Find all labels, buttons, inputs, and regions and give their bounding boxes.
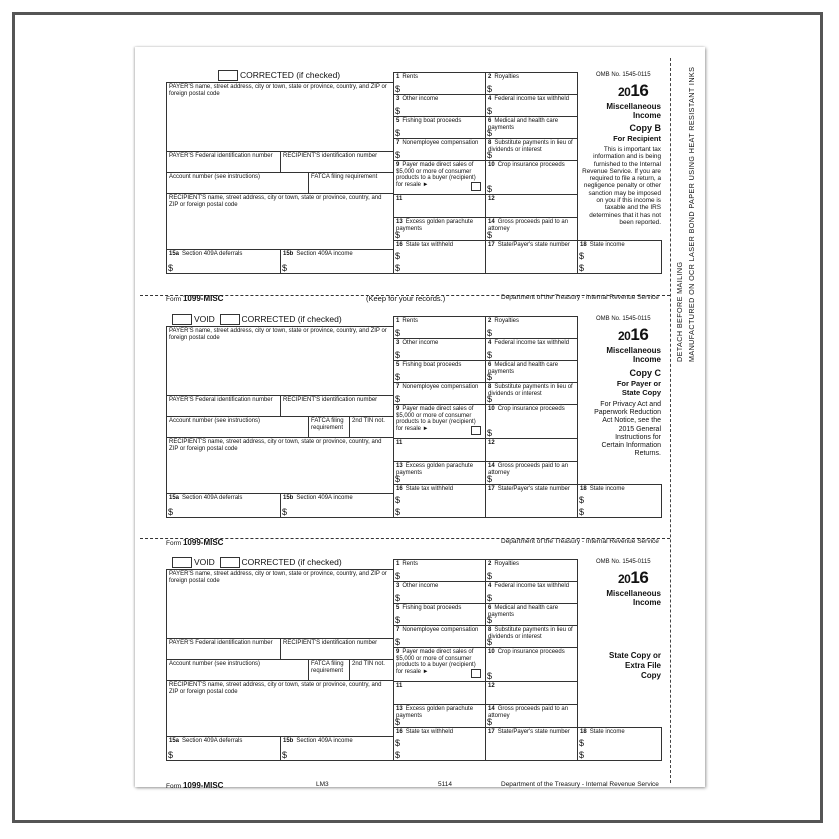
recipient-name-box[interactable]: RECIPIENT'S name, street address, city or town, state or province, country, and ZIP or foreign postal code xyxy=(166,680,394,737)
tin-box[interactable]: 2nd TIN not. xyxy=(349,659,394,681)
copy-description: For Privacy Act and Paperwork Reduction Act Notice, see the 2015 General Instructions for Certain Information Returns. xyxy=(594,401,661,458)
box-1[interactable]: 1 Rents $ xyxy=(393,559,486,582)
vertical-perforation xyxy=(670,58,671,783)
copy-subtitle: For Payer or State Copy xyxy=(616,379,661,397)
tax-year: 2016 xyxy=(618,81,649,100)
payer-name-box[interactable]: PAYER'S name, street address, city or town, state or province, country, and ZIP or foreign postal code xyxy=(166,326,394,396)
omb-number: OMB No. 1545-0115 xyxy=(596,559,651,565)
misc-title: Miscellaneous Income xyxy=(606,102,661,120)
box-16[interactable]: 16 State tax withheld $ $ xyxy=(393,727,486,761)
box-6[interactable]: 6 Medical and health care payments $ xyxy=(485,360,578,383)
box-2[interactable]: 2 Royalties $ xyxy=(485,72,578,95)
form-copy-b xyxy=(166,70,666,302)
omb-number: OMB No. 1545-0115 xyxy=(596,316,651,322)
account-box[interactable]: Account number (see instructions) xyxy=(166,416,309,438)
recipient-name-box[interactable]: RECIPIENT'S name, street address, city or town, state or province, country, and ZIP or foreign postal code xyxy=(166,437,394,494)
box-13[interactable]: 13 Excess golden parachute payments $ xyxy=(393,704,486,728)
copy-title: Copy C xyxy=(629,368,661,378)
box-1[interactable]: 1 Rents $ xyxy=(393,72,486,95)
box-11[interactable]: 11 xyxy=(393,681,486,705)
detach-text: DETACH BEFORE MAILING xyxy=(675,261,684,362)
box-17[interactable]: 17 State/Payer's state number xyxy=(485,727,578,761)
box-10[interactable]: 10 Crop insurance proceeds $ xyxy=(485,647,578,682)
box-14[interactable]: 14 Gross proceeds paid to an attorney $ xyxy=(485,217,578,241)
box-17[interactable]: 17 State/Payer's state number xyxy=(485,484,578,518)
recipient-id-box[interactable]: RECIPIENT'S identification number xyxy=(280,638,394,660)
box-14[interactable]: 14 Gross proceeds paid to an attorney $ xyxy=(485,461,578,485)
box-18[interactable]: 18 State income $ $ xyxy=(577,484,662,518)
box-9[interactable]: 9 Payer made direct sales of $5,000 or more of consumer products to a buyer (recipient) for resale ► xyxy=(393,647,486,682)
box-5[interactable]: 5 Fishing boat proceeds $ xyxy=(393,603,486,626)
box-9-checkbox[interactable] xyxy=(471,182,481,191)
box-10[interactable]: 10 Crop insurance proceeds $ xyxy=(485,160,578,195)
corrected-checkbox[interactable] xyxy=(220,557,240,568)
box-14[interactable]: 14 Gross proceeds paid to an attorney $ xyxy=(485,704,578,728)
box-12[interactable]: 12 xyxy=(485,438,578,462)
void-checkbox[interactable] xyxy=(172,557,192,568)
corrected-checkbox[interactable] xyxy=(220,314,240,325)
box-9-checkbox[interactable] xyxy=(471,669,481,678)
box-1[interactable]: 1 Rents $ xyxy=(393,316,486,339)
box-6[interactable]: 6 Medical and health care payments $ xyxy=(485,603,578,626)
box-4[interactable]: 4 Federal income tax withheld $ xyxy=(485,581,578,604)
misc-title: Miscellaneous Income xyxy=(606,589,661,607)
form-state-copy xyxy=(166,557,666,789)
dept-text: Department of the Treasury - Internal Revenue Service xyxy=(501,294,659,301)
payer-name-box[interactable]: PAYER'S name, street address, city or town, state or province, country, and ZIP or foreign postal code xyxy=(166,569,394,639)
keep-records: (Keep for your records.) xyxy=(366,294,446,303)
box-3[interactable]: 3 Other income $ xyxy=(393,581,486,604)
fatca-box[interactable]: FATCA filing requirement xyxy=(308,172,394,194)
box-3[interactable]: 3 Other income $ xyxy=(393,338,486,361)
form-id: Form 1099-MISC xyxy=(166,781,224,790)
void-corrected-row: VOID CORRECTED (if checked) xyxy=(172,314,342,325)
box-16[interactable]: 16 State tax withheld $ $ xyxy=(393,484,486,518)
box-18[interactable]: 18 State income $ $ xyxy=(577,727,662,761)
copy-description: This is important tax information and is being furnished to the Internal Revenue Service. If you are required to file a return, a negligence penalty or other sanction may be imposed on you if this income is taxable and the IRS determines that it has not been reported. xyxy=(582,146,661,226)
box-10[interactable]: 10 Crop insurance proceeds $ xyxy=(485,404,578,439)
omb-number: OMB No. 1545-0115 xyxy=(596,72,651,78)
box-7[interactable]: 7 Nonemployee compensation $ xyxy=(393,138,486,161)
account-box[interactable]: Account number (see instructions) xyxy=(166,172,309,194)
box-2[interactable]: 2 Royalties $ xyxy=(485,316,578,339)
corrected-checkbox-row: CORRECTED (if checked) xyxy=(218,70,340,81)
box-16[interactable]: 16 State tax withheld $ $ xyxy=(393,240,486,274)
payer-id-box[interactable]: PAYER'S Federal identification number xyxy=(166,151,281,173)
void-checkbox[interactable] xyxy=(172,314,192,325)
side-text xyxy=(675,62,696,362)
form-copy-c xyxy=(166,314,666,546)
box-17[interactable]: 17 State/Payer's state number xyxy=(485,240,578,274)
recipient-id-box[interactable]: RECIPIENT'S identification number xyxy=(280,151,394,173)
box-4[interactable]: 4 Federal income tax withheld $ xyxy=(485,94,578,117)
box-6[interactable]: 6 Medical and health care payments $ xyxy=(485,116,578,139)
box-9-checkbox[interactable] xyxy=(471,426,481,435)
payer-name-box[interactable]: PAYER'S name, street address, city or town, state or province, country, and ZIP or foreign postal code xyxy=(166,82,394,152)
box-8[interactable]: 8 Substitute payments in lieu of dividends or interest $ xyxy=(485,382,578,405)
box-15a[interactable]: 15a Section 409A deferrals $ xyxy=(166,249,281,274)
box-13[interactable]: 13 Excess golden parachute payments $ xyxy=(393,217,486,241)
box-4[interactable]: 4 Federal income tax withheld $ xyxy=(485,338,578,361)
dept-text: Department of the Treasury - Internal Revenue Service xyxy=(501,781,659,788)
tin-box[interactable]: 2nd TIN not. xyxy=(349,416,394,438)
box-5[interactable]: 5 Fishing boat proceeds $ xyxy=(393,116,486,139)
void-corrected-row: VOID CORRECTED (if checked) xyxy=(172,557,342,568)
account-box[interactable]: Account number (see instructions) xyxy=(166,659,309,681)
corrected-checkbox[interactable] xyxy=(218,70,238,81)
box-9[interactable]: 9 Payer made direct sales of $5,000 or more of consumer products to a buyer (recipient) for resale ► xyxy=(393,404,486,439)
copy-title: State Copy or Extra File Copy xyxy=(608,651,661,680)
tax-year: 2016 xyxy=(618,325,649,344)
form-code: 5114 xyxy=(438,781,452,788)
manufactured-text: MANUFACTURED ON OCR LASER BOND PAPER USING HEAT RESISTANT INKS xyxy=(687,66,696,362)
form-id: Form 1099-MISC xyxy=(166,538,224,547)
fatca-box[interactable]: FATCA filing requirement xyxy=(308,659,350,681)
box-13[interactable]: 13 Excess golden parachute payments $ xyxy=(393,461,486,485)
dept-text: Department of the Treasury - Internal Revenue Service xyxy=(501,538,659,545)
copy-subtitle: For Recipient xyxy=(613,134,661,143)
box-18[interactable]: 18 State income $ $ xyxy=(577,240,662,274)
box-11[interactable]: 11 xyxy=(393,438,486,462)
payer-id-box[interactable]: PAYER'S Federal identification number xyxy=(166,638,281,660)
fatca-box[interactable]: FATCA filing requirement xyxy=(308,416,350,438)
box-2[interactable]: 2 Royalties $ xyxy=(485,559,578,582)
recipient-id-box[interactable]: RECIPIENT'S identification number xyxy=(280,395,394,417)
box-15b[interactable]: 15b Section 409A income $ xyxy=(280,493,394,518)
box-15a[interactable]: 15a Section 409A deferrals $ xyxy=(166,493,281,518)
box-11[interactable]: 11 xyxy=(393,194,486,218)
box-15b[interactable]: 15b Section 409A income $ xyxy=(280,736,394,761)
box-7[interactable]: 7 Nonemployee compensation $ xyxy=(393,382,486,405)
recipient-name-box[interactable]: RECIPIENT'S name, street address, city or town, state or province, country, and ZIP or foreign postal code xyxy=(166,193,394,250)
box-5[interactable]: 5 Fishing boat proceeds $ xyxy=(393,360,486,383)
copy-title: Copy B xyxy=(629,123,661,133)
tax-year: 2016 xyxy=(618,568,649,587)
box-8[interactable]: 8 Substitute payments in lieu of dividends or interest $ xyxy=(485,625,578,648)
box-12[interactable]: 12 xyxy=(485,194,578,218)
box-15a[interactable]: 15a Section 409A deferrals $ xyxy=(166,736,281,761)
box-12[interactable]: 12 xyxy=(485,681,578,705)
box-3[interactable]: 3 Other income $ xyxy=(393,94,486,117)
payer-id-box[interactable]: PAYER'S Federal identification number xyxy=(166,395,281,417)
lm-code: LM3 xyxy=(316,781,329,788)
box-8[interactable]: 8 Substitute payments in lieu of dividends or interest $ xyxy=(485,138,578,161)
box-9[interactable]: 9 Payer made direct sales of $5,000 or more of consumer products to a buyer (recipient) for resale ► xyxy=(393,160,486,195)
box-15b[interactable]: 15b Section 409A income $ xyxy=(280,249,394,274)
form-id: Form 1099-MISC xyxy=(166,294,224,303)
box-7[interactable]: 7 Nonemployee compensation $ xyxy=(393,625,486,648)
misc-title: Miscellaneous Income xyxy=(606,346,661,364)
